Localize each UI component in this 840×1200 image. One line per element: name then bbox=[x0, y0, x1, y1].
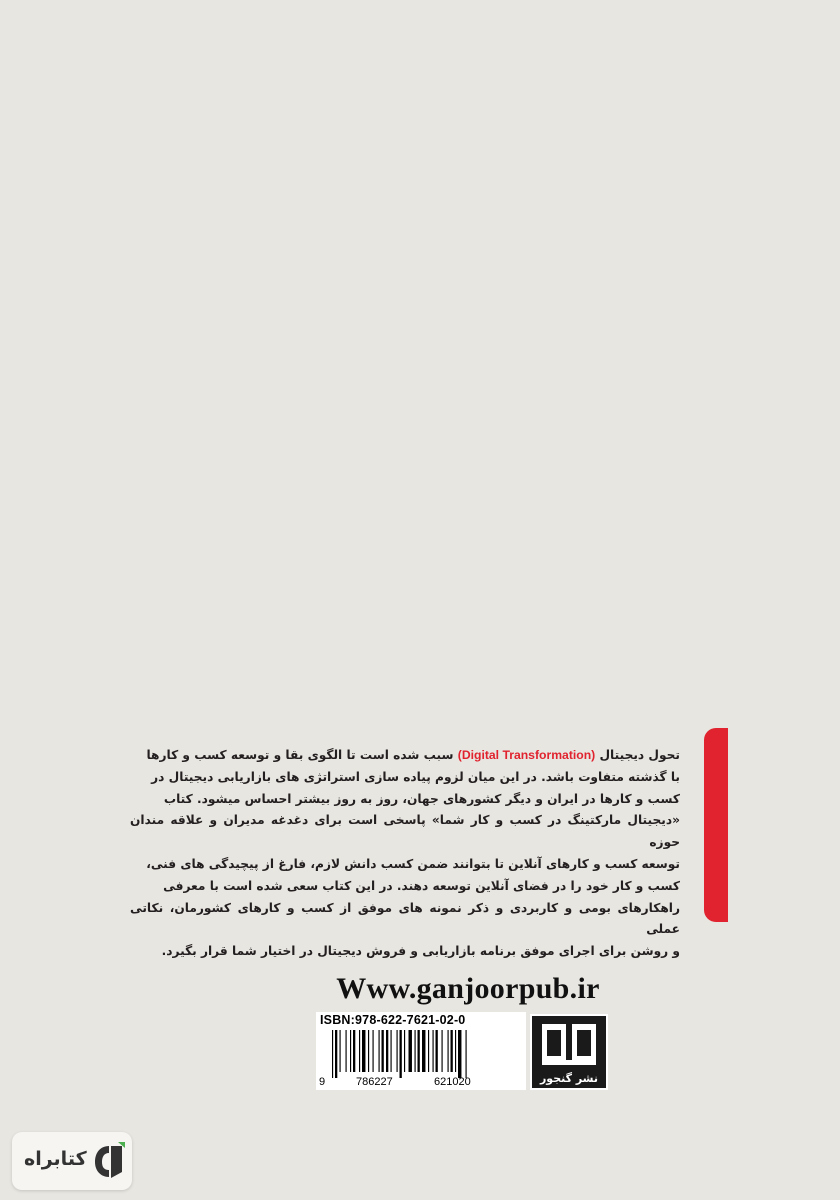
barcode-bar bbox=[422, 1030, 425, 1072]
description-line-7: راهکارهای بومی و کاربردی و ذکر نمونه های موفق از کسب و کارهای کشورمان، نکاتی عملی bbox=[130, 900, 680, 937]
isbn-digits-right: 621020 bbox=[434, 1076, 471, 1088]
ketabrah-name: کتابراه bbox=[24, 1148, 87, 1170]
barcode-bar bbox=[391, 1030, 392, 1072]
barcode-bar bbox=[368, 1030, 369, 1072]
barcode-bar bbox=[350, 1030, 351, 1072]
description-line-6: کسب و کار خود را در فضای آنلاین توسعه دهند. در این کتاب سعی شده است با معرفی bbox=[163, 878, 680, 893]
barcode-bar bbox=[353, 1030, 355, 1072]
barcode-bar bbox=[346, 1030, 347, 1072]
barcode-bar bbox=[458, 1030, 461, 1078]
publisher-logo bbox=[530, 1014, 608, 1090]
ketabrah-logo-icon bbox=[92, 1142, 126, 1180]
barcode-bar bbox=[397, 1030, 398, 1072]
barcode-bar bbox=[386, 1030, 388, 1072]
barcode-bar bbox=[451, 1030, 453, 1072]
barcode-bar bbox=[455, 1030, 456, 1072]
barcode-bar bbox=[428, 1030, 429, 1072]
description-line-1: تحول دیجیتال (Digital Transformation) سبب شده است تا الگوی بقا و توسعه کسب و کارها bbox=[146, 748, 680, 762]
barcode-bar bbox=[379, 1030, 380, 1072]
description-line-8: و روشن برای اجرای موفق برنامه بازاریابی و فروش دیجیتال در اختیار شما قرار بگیرد. bbox=[161, 944, 680, 959]
barcode-bar bbox=[418, 1030, 420, 1072]
english-term: (Digital Transformation) bbox=[457, 748, 596, 762]
barcode-bar bbox=[382, 1030, 384, 1072]
barcode-bar bbox=[415, 1030, 416, 1072]
barcode-bar bbox=[373, 1030, 374, 1072]
barcode-bar bbox=[448, 1030, 449, 1072]
isbn-label: ISBN:978-622-7621-02-0 bbox=[320, 1013, 466, 1027]
description-line-2: با گذشته متفاوت باشد. در این میان لزوم پیاده سازی استراتژی های بازاریابی دیجیتال در bbox=[151, 769, 680, 784]
publisher-name: نشر گنجور bbox=[539, 1072, 599, 1085]
barcode-bar bbox=[436, 1030, 438, 1072]
book-description bbox=[130, 745, 680, 963]
isbn-digit-lead: 9 bbox=[319, 1076, 326, 1088]
barcode-bar bbox=[433, 1030, 434, 1072]
barcode-bar bbox=[442, 1030, 443, 1072]
publisher-website[interactable]: Www.ganjoorpub.ir bbox=[336, 972, 600, 1005]
barcode-icon bbox=[330, 1030, 512, 1078]
barcode-bar bbox=[466, 1030, 467, 1078]
barcode-bar bbox=[409, 1030, 412, 1072]
red-accent-tab bbox=[704, 728, 728, 922]
ketabrah-watermark bbox=[12, 1132, 132, 1190]
description-line-4: «دیجیتال مارکتینگ در کسب و کار شما» پاسخی است برای دغدغه مدیران و علاقه مندان حوزه bbox=[130, 813, 680, 850]
barcode-bar bbox=[362, 1030, 365, 1072]
isbn-barcode-block bbox=[316, 1012, 526, 1090]
barcode-bar bbox=[332, 1030, 333, 1078]
description-line-5: توسعه کسب و کارهای آنلاین تا بتوانند ضمن کسب دانش لازم، فارغ از پیچیدگی های فنی، bbox=[146, 856, 680, 871]
barcode-bar bbox=[404, 1030, 405, 1072]
barcode-bar bbox=[335, 1030, 337, 1078]
barcode-bar bbox=[340, 1030, 341, 1072]
isbn-digits-left: 786227 bbox=[356, 1076, 393, 1088]
barcode-bar bbox=[359, 1030, 360, 1072]
barcode-bar bbox=[400, 1030, 402, 1078]
description-line-3: کسب و کارها در ایران و دیگر کشورهای جهان، روز به روز بیشتر احساس میشود. کتاب bbox=[163, 791, 680, 806]
